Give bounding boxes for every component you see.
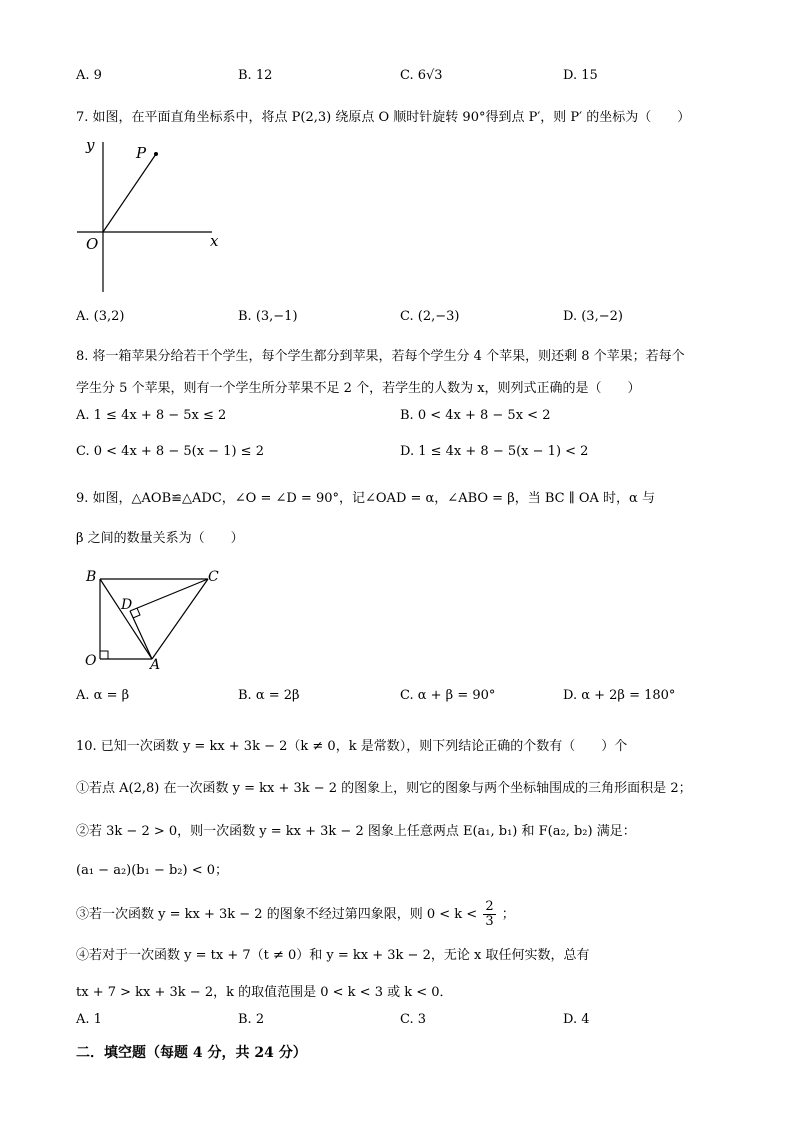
q9-stem-line1: 9. 如图，△AOB≌△ADC，∠O = ∠D = 90°，记∠OAD = α，∠ABO = β，当 BC ∥ OA 时，α 与 [76, 491, 655, 506]
q7-o-label: O [86, 235, 99, 253]
q7-option-a: A. (3,2) [76, 309, 125, 324]
q9-d-label: D [121, 597, 133, 613]
q9-option-d: D. α + 2β = 180° [563, 688, 676, 703]
q9-o-label: O [85, 653, 97, 669]
q10-statement-4a: ④若对于一次函数 y = tx + 7（t ≠ 0）和 y = kx + 3k − 2，无论 x 取任何实数，总有 [76, 948, 590, 963]
q10-option-c: C. 3 [400, 1012, 427, 1027]
q7-option-c: C. (2,−3) [400, 309, 460, 324]
q6-option-a: A. 9 [76, 68, 102, 83]
q10-statement-3 [76, 900, 515, 929]
q8-stem-line1: 8. 将一箱苹果分给若干个学生，每个学生都分到苹果，若每个学生分 4 个苹果，则还剩 8 个苹果；若每个 [76, 349, 685, 364]
q7-x-label: x [210, 232, 219, 250]
q8-option-c: C. 0 < 4x + 8 − 5(x − 1) ≤ 2 [76, 444, 264, 459]
q10-statement-2b: (a₁ − a₂)(b₁ − b₂) < 0； [76, 863, 229, 878]
q9-stem-line2: β 之间的数量关系为（ ） [76, 531, 244, 546]
q9-option-c: C. α + β = 90° [400, 688, 496, 703]
q9-option-b: B. α = 2β [238, 688, 300, 703]
q8-option-a: A. 1 ≤ 4x + 8 − 5x ≤ 2 [76, 408, 227, 423]
q10-fraction-numerator: 2 [485, 899, 494, 914]
q7-y-label: y [86, 136, 95, 154]
q6-option-d: D. 15 [563, 68, 598, 83]
q8-stem-line2: 学生分 5 个苹果，则有一个学生所分苹果不足 2 个，若学生的人数为 x，则列式正确的是（ ） [76, 381, 641, 396]
q10-statement-1: ①若点 A(2,8) 在一次函数 y = kx + 3k − 2 的图象上，则它的图象与两个坐标轴围成的三角形面积是 2； [76, 781, 692, 796]
q9-b-label: B [86, 569, 97, 585]
q10-fraction-denominator: 3 [485, 914, 494, 929]
q10-statement-3-end: ； [501, 907, 515, 922]
section-2-heading: 二．填空题（每题 4 分，共 24 分） [76, 1045, 307, 1061]
q10-option-b: B. 2 [238, 1012, 265, 1027]
q10-stem: 10. 已知一次函数 y = kx + 3k − 2（k ≠ 0，k 是常数），则下列结论正确的个数有（ ）个 [76, 739, 628, 754]
q10-statement-2a: ②若 3k − 2 > 0，则一次函数 y = kx + 3k − 2 图象上任意两点 E(a₁, b₁) 和 F(a₂, b₂) 满足： [76, 824, 636, 839]
q9-a-label: A [150, 657, 161, 670]
q9-triangle-figure [80, 565, 230, 670]
q7-option-b: B. (3,−1) [238, 309, 298, 324]
q7-point-p [154, 152, 158, 156]
q6-option-c: C. 6√3 [400, 68, 443, 83]
q10-option-d: D. 4 [563, 1012, 590, 1027]
q9-option-a: A. α = β [76, 688, 130, 703]
q10-fraction [483, 900, 495, 929]
q9-right-angle-o [100, 651, 108, 659]
q7-op-segment [103, 154, 156, 232]
q7-p-label: P [136, 144, 147, 162]
q8-option-d: D. 1 ≤ 4x + 8 − 5(x − 1) < 2 [400, 444, 589, 459]
q6-option-b: B. 12 [238, 68, 273, 83]
q8-option-b: B. 0 < 4x + 8 − 5x < 2 [400, 408, 551, 423]
q7-coordinate-figure [72, 132, 232, 297]
q9-c-label: C [208, 569, 219, 585]
q9-segment-ba [100, 579, 152, 659]
q7-stem: 7. 如图，在平面直角坐标系中，将点 P(2,3) 绕原点 O 顺时针旋转 90°得到点 P′，则 P′ 的坐标为（ ） [76, 110, 691, 125]
q7-option-d: D. (3,−2) [563, 309, 623, 324]
q10-option-a: A. 1 [76, 1012, 102, 1027]
q10-statement-3-text: ③若一次函数 y = kx + 3k − 2 的图象不经过第四象限，则 0 < k < [76, 907, 478, 922]
q10-statement-4b: tx + 7 > kx + 3k − 2，k 的取值范围是 0 < k < 3 或 k < 0． [76, 985, 453, 1000]
